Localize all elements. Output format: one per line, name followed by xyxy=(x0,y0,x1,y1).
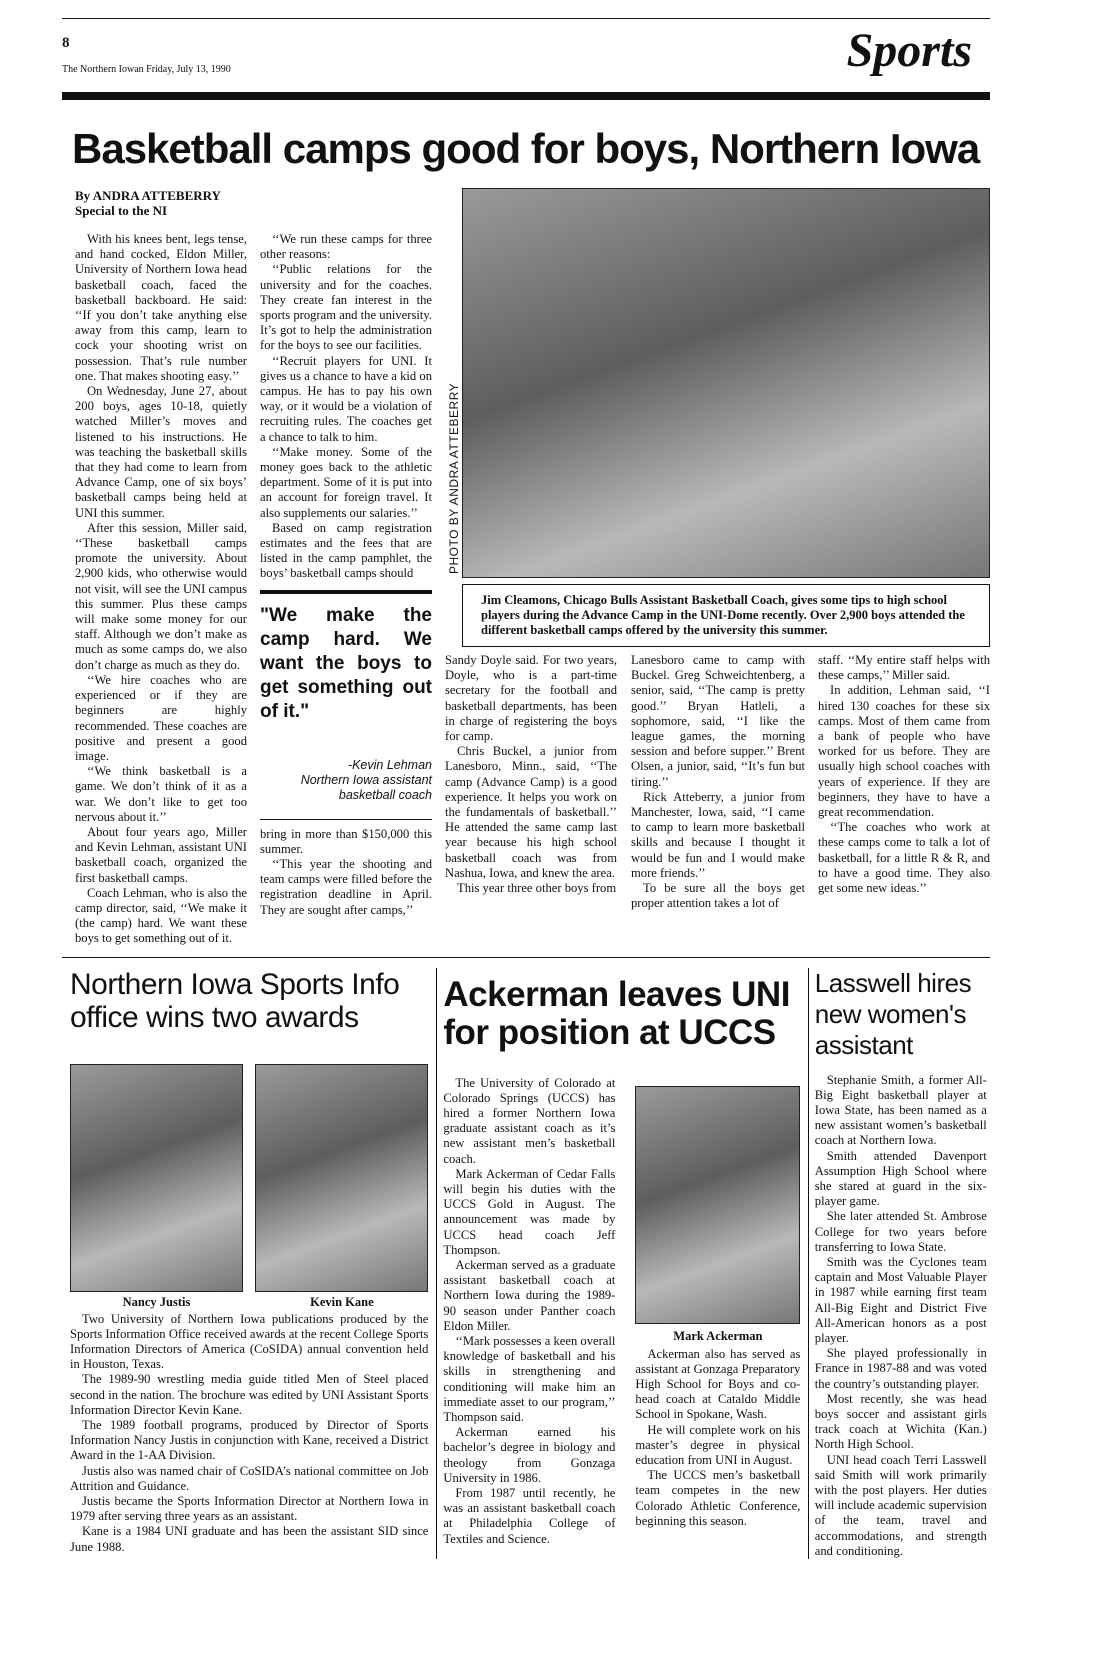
main-column-4 xyxy=(631,653,805,911)
paragraph: Ackerman also has served as assistant at Gonzaga Preparatory High School for Boys and co-head coach at Cataldo Middle School in Spokane, Wash. xyxy=(635,1346,801,1422)
ackerman-column-2-wrap xyxy=(635,1086,800,1529)
paragraph: Based on camp registration estimates and the fees that are listed in the camp pamphlet, the boys’ basketball camps should xyxy=(260,520,432,581)
paragraph: Most recently, she was head boys soccer and assistant girls track coach at Wichita (Kan.) North High School. xyxy=(814,1391,987,1452)
main-column-5 xyxy=(818,653,990,896)
sports-info-headline: Northern Iowa Sports Info office wins two awards xyxy=(70,967,400,1034)
main-column-2-bottom xyxy=(260,827,432,918)
paragraph: ‘‘The coaches who work at these camps come to talk a lot of basketball, for a little R & R, and to have a good time. They also get some new ideas.’’ xyxy=(818,820,990,896)
paragraph: On Wednesday, June 27, about 200 boys, ages 10-18, quietly watched Miller’s moves and listened to his instructions. He was teaching the basketball skills that they had come to learn from Advance Camp, one of six boys’ basketball camps being held at UNI this summer. xyxy=(75,384,247,520)
paragraph: Sandy Doyle said. For two years, Doyle, who is a part-time secretary for the football and basketball departments, has been in charge of registering the boys for camp. xyxy=(445,653,617,744)
pull-quote-attribution xyxy=(260,758,432,803)
sports-info-article xyxy=(70,968,428,1560)
main-left xyxy=(75,188,445,947)
byline-affiliation: Special to the NI xyxy=(75,203,168,218)
camp-photo xyxy=(462,188,990,578)
paragraph: She played professionally in France in 1987-88 and was voted the country’s outstanding player. xyxy=(814,1346,987,1391)
photo-mark-ackerman xyxy=(635,1086,800,1324)
paragraph: ‘‘Mark possesses a keen overall knowledge of basketball and his skills in strengthening and conditioning will make him an immediate asset to our program,’’ Thompson said. xyxy=(443,1334,616,1425)
paragraph: ‘‘We hire coaches who are experienced or if they are beginners are highly recommended. These coaches are positive and present a good image. xyxy=(75,672,247,763)
paragraph: ‘‘Recruit players for UNI. It gives us a chance to have a kid on campus. He has to pay his own way, or it would be a violation of recruiting rules. The coaches get a chance to talk to him. xyxy=(260,353,432,444)
paragraph: The 1989 football programs, produced by Director of Sports Information Nancy Justis in conjunction with Kane, received a District Award in the 1-AA Division. xyxy=(70,1417,429,1463)
paragraph: From 1987 until recently, he was an assistant basketball coach at Philadelphia College of Textiles and Science. xyxy=(443,1486,616,1546)
paragraph: Ackerman earned his bachelor’s degree in biology and theology from Gonzaga University in 1986. xyxy=(443,1425,616,1485)
paragraph: After this session, Miller said, ‘‘These basketball camps promote the university. About 2,900 kids, who otherwise would not visit, will see the UNI campus this summer. Plus these camps will make some money for our staff. Although we don’t make as much as some camps do, we also don’t charge as much as they do. xyxy=(75,520,247,672)
lasswell-headline: Lasswell hires new women's assistant xyxy=(814,967,972,1060)
paragraph: About four years ago, Miller and Kevin Lehman, assistant UNI basketball coach, organized the first basketball camps. xyxy=(75,824,247,885)
lasswell-article xyxy=(809,968,990,1560)
main-column-2-top xyxy=(260,232,432,582)
paragraph: The University of Colorado at Colorado Springs (UCCS) has hired a former Northern Iowa graduate assistant coach as it’s new assistant men’s basketball coach. xyxy=(443,1075,616,1166)
pull-quote-rule-bottom xyxy=(260,819,432,820)
section-divider xyxy=(62,957,990,958)
caption-nancy-justis: Nancy Justis xyxy=(122,1294,191,1309)
figure-nancy-justis xyxy=(70,1064,243,1310)
paragraph: The UCCS men’s basketball team competes in the new Colorado Athletic Conference, beginning this season. xyxy=(635,1468,801,1528)
paragraph: staff. ‘‘My entire staff helps with these camps,’’ Miller said. xyxy=(818,653,990,683)
paragraph: To be sure all the boys get proper attention takes a lot of xyxy=(631,881,805,911)
paragraph: ‘‘We run these camps for three other reasons: xyxy=(260,232,432,262)
paragraph: Smith was the Cyclones team captain and Most Valuable Player in 1987 while earning first team All-Big Eight and District Five All-American honors as a post player. xyxy=(814,1254,987,1345)
main-right xyxy=(445,188,990,911)
ackerman-article xyxy=(436,968,808,1560)
paragraph: With his knees bent, legs tense, and hand cocked, Eldon Miller, University of Northern Iowa head basketball coach, faced the basketball backboard. He said: ‘‘If you don’t take anything else away from this camp, learn to cock your shooting wrist on possession. That’s rule number one. That makes shooting easy.’’ xyxy=(75,232,247,383)
photo-nancy-justis xyxy=(70,1064,243,1292)
byline xyxy=(75,188,445,232)
pull-quote: "We make the camp hard. We want the boys to get something out of it." xyxy=(260,604,432,722)
masthead xyxy=(62,18,990,100)
main-headline: Basketball camps good for boys, Northern Iowa xyxy=(72,125,980,172)
main-column-3 xyxy=(445,653,617,896)
ackerman-headline: Ackerman leaves UNI for position at UCCS xyxy=(443,974,790,1052)
paragraph: He will complete work on his master’s degree in physical education from UNI in August. xyxy=(635,1422,801,1467)
ackerman-columns xyxy=(443,1076,801,1547)
paragraph: In addition, Lehman said, ‘‘I hired 130 coaches for these six camps. Most of them came from a bank of people who have worked for us before. They are usually high school coaches with years of experience. If they are beginners, they have to have a great recommendation. xyxy=(818,683,990,820)
attribution-title-2: basketball coach xyxy=(338,787,432,802)
attribution-title: Northern Iowa assistant xyxy=(300,772,432,787)
paragraph: Justis also was named chair of CoSIDA’s national committee on Job Attrition and Guidance. xyxy=(70,1463,429,1493)
paragraph: Stephanie Smith, a former All-Big Eight basketball player at Iowa State, has been named as a new assistant women’s basketball coach at Northern Iowa. xyxy=(814,1072,987,1148)
paragraph: Rick Atteberry, a junior from Manchester, Iowa, said, ‘‘I came to camp to learn more basketball skills and because I thought it would be fun and I would make more friends.’’ xyxy=(631,789,805,880)
photo-kevin-kane xyxy=(255,1064,428,1292)
lasswell-body xyxy=(815,1073,987,1560)
page-inner xyxy=(62,18,990,1559)
attribution-name: -Kevin Lehman xyxy=(347,757,432,772)
figure-kevin-kane xyxy=(255,1064,428,1310)
paragraph: The 1989-90 wrestling media guide titled Men of Steel placed second in the nation. The brochure was edited by UNI Assistant Sports Information Director Kevin Kane. xyxy=(70,1372,429,1417)
paragraph: ‘‘We think basketball is a game. We don’t think of it as a war. We don’t like to get too nervous about it.’’ xyxy=(75,764,247,824)
dateline: The Northern Iowan Friday, July 13, 1990 xyxy=(62,64,231,75)
caption-mark-ackerman: Mark Ackerman xyxy=(673,1328,763,1343)
bottom-section xyxy=(62,968,990,1560)
paragraph: ‘‘This year the shooting and team camps were filled before the registration deadline in April. They are sought after camps,’’ xyxy=(260,857,432,917)
photo-credit-strip xyxy=(445,188,462,578)
section-title: Sports xyxy=(846,24,972,77)
paragraph: Chris Buckel, a junior from Lanesboro, Minn., said, ‘‘The camp (Advance Camp) is a good experience. It helps you work on the fundamentals of basketball.’’ He attended the same camp last year because his high school basketball coach was from Nashua, Iowa, and knew the area. xyxy=(445,744,617,880)
paragraph: UNI head coach Terri Lasswell said Smith will work primarily with the post players. Her duties will include academic supervision of the team, travel and accommodations, and strength and conditioning. xyxy=(814,1452,987,1558)
paragraph: ‘‘Public relations for the university and for the coaches. They create fan interest in the sports program and the university. It’s got to help the administration for the boys to see our facilities. xyxy=(260,262,432,353)
paragraph: Coach Lehman, who is also the camp director, said, ‘‘We make it (the camp) hard. We want these boys to get something out of it. xyxy=(75,885,247,946)
ackerman-column-2 xyxy=(635,1347,800,1529)
sports-info-body xyxy=(70,1312,428,1555)
paragraph: She later attended St. Ambrose College for two years before transferring to Iowa State. xyxy=(814,1209,987,1254)
main-column-2 xyxy=(260,232,432,918)
paragraph: Ackerman served as a graduate assistant basketball coach at Northern Iowa during the 1989-90 season under Panther coach Eldon Miller. xyxy=(443,1257,616,1333)
caption-kevin-kane: Kevin Kane xyxy=(310,1294,374,1309)
photo-caption: Jim Cleamons, Chicago Bulls Assistant Basketball Coach, gives some tips to high school players during the Advance Camp in the UNI-Dome recently. Over 2,900 boys attended the different basketball camps offered by the university this summer. xyxy=(462,584,990,647)
paragraph: ‘‘Make money. Some of the money goes back to the athletic department. Some of it is put into an account for foreign travel. It also supplements our salaries.’’ xyxy=(260,444,432,520)
photo-area xyxy=(445,188,990,578)
byline-author: By ANDRA ATTEBERRY xyxy=(75,188,221,203)
main-right-columns xyxy=(445,653,990,911)
paragraph: Lanesboro came to camp with Buckel. Greg Schweichtenberg, a senior, said, ‘‘The camp is pretty good.’’ Bryan Hatleli, a sophomore, said, ‘‘I like the league games, the morning session and before supper.’’ Brent Olsen, a junior, said, ‘‘It’s fun but tiring.’’ xyxy=(631,653,805,789)
paragraph: Kane is a 1984 UNI graduate and has been the assistant SID since June 1988. xyxy=(70,1524,429,1554)
paragraph: Two University of Northern Iowa publications produced by the Sports Information Office received awards at the recent College Sports Information Directors of America (CoSIDA) annual convention held in Houston, Texas. xyxy=(70,1311,429,1372)
paragraph: bring in more than $150,000 this summer. xyxy=(260,826,432,856)
pull-quote-box xyxy=(260,590,432,803)
main-column-1 xyxy=(75,232,247,947)
main-article xyxy=(62,188,990,947)
paragraph: Smith attended Davenport Assumption High School where she stared at guard in the six-player game. xyxy=(814,1148,987,1209)
sports-info-photos xyxy=(70,1064,428,1310)
paragraph: Mark Ackerman of Cedar Falls will begin his duties with the UCCS Gold in August. The announcement was made by UCCS head coach Jeff Thompson. xyxy=(443,1166,616,1257)
page-number: 8 xyxy=(62,35,70,51)
ackerman-column-1 xyxy=(443,1076,615,1547)
paragraph: Justis became the Sports Information Director at Northern Iowa in 1979 after serving three years as an assistant. xyxy=(70,1493,429,1524)
photo-credit: PHOTO BY ANDRA ATTEBERRY xyxy=(447,382,461,574)
main-left-columns xyxy=(75,232,445,947)
paragraph: This year three other boys from xyxy=(457,881,617,896)
